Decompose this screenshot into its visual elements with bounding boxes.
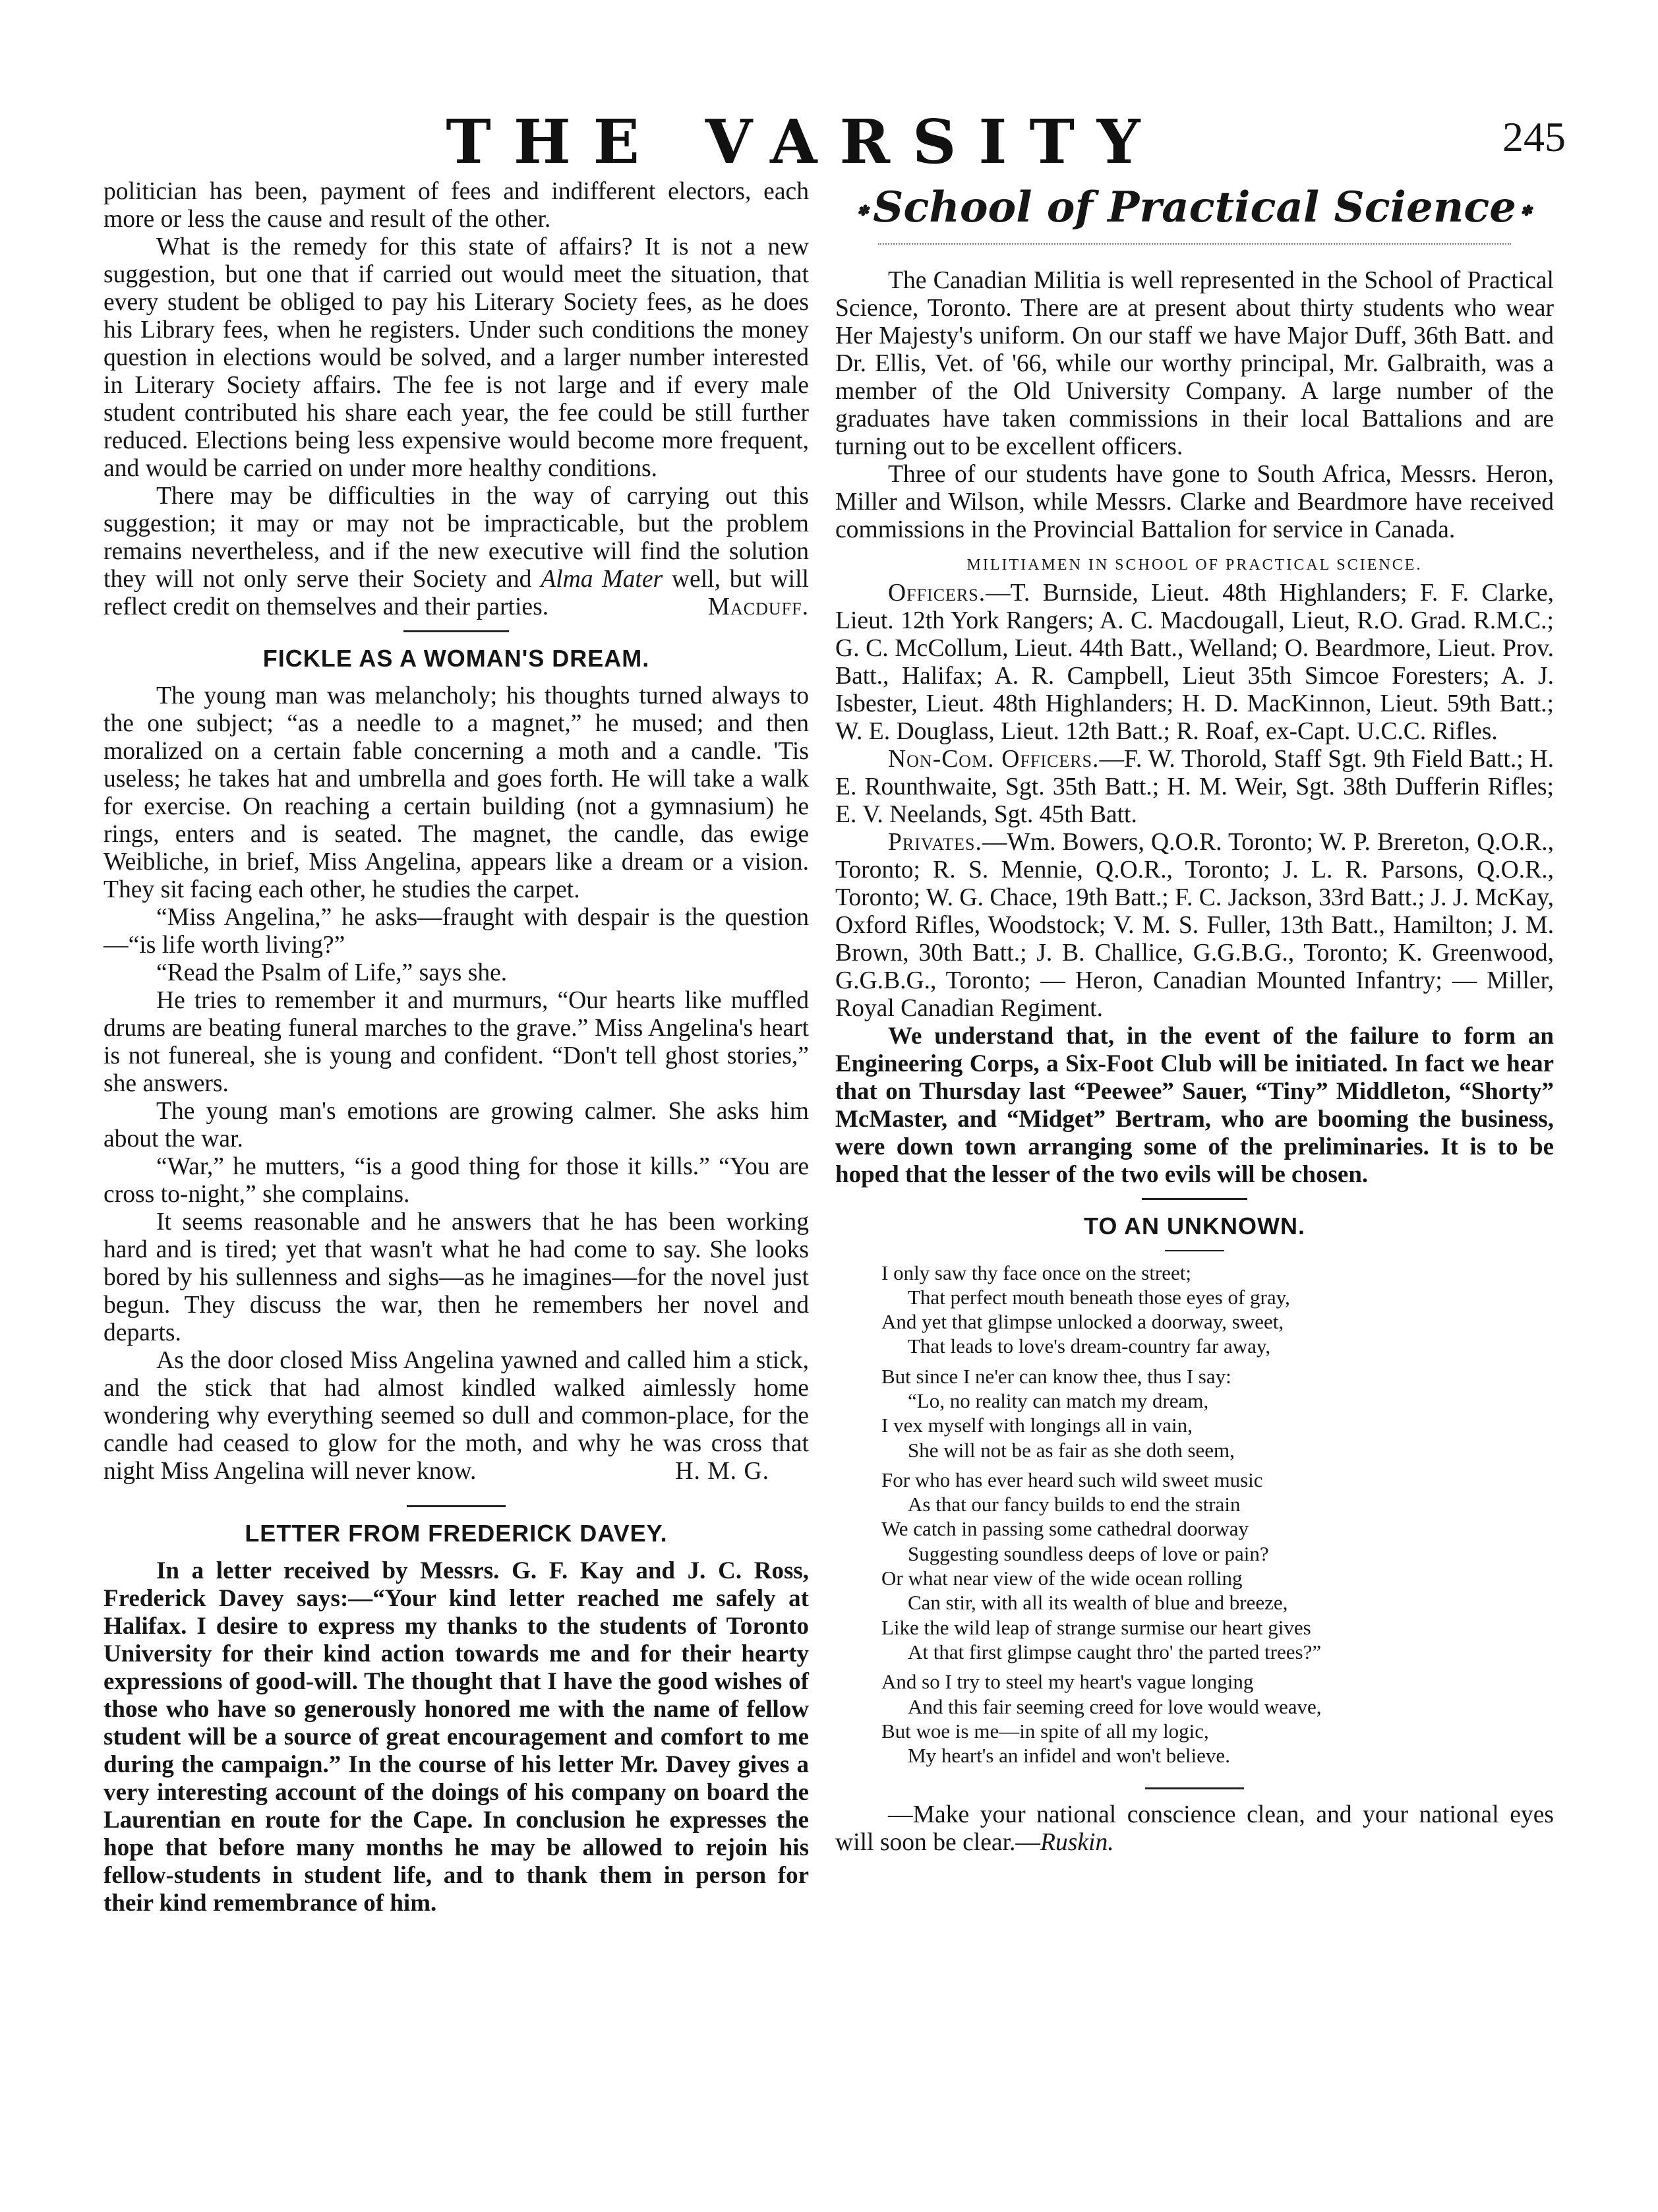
davey-article xyxy=(104,1557,809,1917)
six-foot-club-article xyxy=(835,1023,1554,1189)
section-divider xyxy=(1142,1198,1247,1200)
poem-line: As that our fancy builds to end the strain xyxy=(908,1493,1241,1516)
poem-title-rule xyxy=(1165,1250,1224,1251)
poem-line: That leads to love's dream-country far away, xyxy=(908,1334,1271,1358)
poem-line: My heart's an infidel and won't believe. xyxy=(908,1744,1230,1768)
left-column xyxy=(104,178,809,1917)
poem-line: That perfect mouth beneath those eyes of gray, xyxy=(908,1285,1290,1309)
fickle-paragraph: “Read the Psalm of Life,” says she. xyxy=(156,959,508,986)
section-divider xyxy=(1145,1787,1244,1789)
alma-mater-text: Alma Mater xyxy=(541,566,663,593)
fickle-paragraph: He tries to remember it and murmurs, “Our hearts like muffled drums are beating funeral marches to the grave.” Miss Angelina's heart is not funereal, she is young and confident. “Don't tell ghost stories,” she answers. xyxy=(104,987,809,1097)
poem-line: At that first glimpse caught thro' the parted trees?” xyxy=(908,1640,1322,1663)
quote-author: Ruskin. xyxy=(1040,1829,1114,1857)
remedy-paragraph: What is the remedy for this state of affairs? It is not a new suggestion, but one that if carried out would meet the situation, that every student be obliged to pay his Literary Society fees, as he does his Library fees, when he registers. Under such conditions the money question in elections would be solved, and a larger number interested in Literary Society affairs. The fee is not large and if every male student contributed his share each year, the fee could be still further reduced. Elections being less expensive would become more frequent, and would be carried on under more healthy conditions. xyxy=(104,233,809,482)
davey-paragraph: In a letter received by Messrs. G. F. Kay and J. C. Ross, Frederick Davey says:—“Your kind letter reached me safely at Halifax. I desire to express my thanks to the students of Toronto University for their kind action towards me and for their hearty expressions of good-will. The thought that I have the good wishes of those who have so generously honored me with the name of fellow student will be a source of great encouragement and comfort to me during the campaign.” In the course of his letter Mr. Davey gives a very interesting account of the doings of his company on board the Laurentian en route for the Cape. In conclusion he expresses the hope that before many months he may be allowed to rejoin his fellow-students in student life, and to thank them in person for their kind remembrance of him. xyxy=(104,1557,809,1917)
officers-text: —T. Burnside, Lieut. 48th Highlanders; F. F. Clarke, Lieut. 12th York Rangers; A. C. Macdougall, Lieut, R.O. Grad. R.M.C.; G. C. McCollum, Lieut. 44th Batt., Welland; O. Beardmore, Lieut. Prov. Batt., Halifax; A. R. Campbell, Lieut 35th Simcoe Foresters; A. J. Isbester, Lieut. 48th Highlanders; H. D. MacKinnon, Lieut. 59th Batt.; W. E. Douglass, Lieut. 12th Batt.; R. Roaf, ex-Capt. U.C.C. Rifles. xyxy=(835,579,1554,745)
fickle-heading: FICKLE AS A WOMAN'S DREAM. xyxy=(262,645,650,672)
noncom-text: —F. W. Thorold, Staff Sgt. 9th Field Batt.; H. E. Rounthwaite, Sgt. 35th Batt.; H. M. Weir, Sgt. 38th Dufferin Rifles; E. V. Neelands, Sgt. 45th Batt. xyxy=(835,745,1554,828)
sps-paragraph: Three of our students have gone to South Africa, Messrs. Heron, Miller and Wilson, while Messrs. Clarke and Beardmore have received commissions in the Provincial Battalion for service in Canada. xyxy=(835,460,1554,543)
ornament-icon: ✽ xyxy=(856,202,870,220)
difficulties-text-a: There may be difficulties in the way of carrying out this suggestion; it may or may not be impracticable, but the problem remains nevertheless, and if the new executive will find the solution they will not only serve their Society and xyxy=(104,483,809,593)
poem-line: Like the wild leap of strange surmise our heart gives xyxy=(881,1615,1311,1639)
privates-text: —Wm. Bowers, Q.O.R. Toronto; W. P. Brereton, Q.O.R., Toronto; R. S. Mennie, Q.O.R., Toronto; J. L. R. Parsons, Q.O.R., Toronto; W. G. Chace, 19th Batt.; F. C. Jackson, 33rd Batt.; J. J. McKay, Oxford Rifles, Woodstock; V. M. S. Fuller, 13th Batt., Hamilton; J. M. Brown, 30th Batt.; J. B. Challice, G.G.B.G., Toronto; K. Greenwood, G.G.B.G., Toronto; — Heron, Canadian Mounted Infantry; — Miller, Royal Canadian Regiment. xyxy=(835,828,1554,1022)
poem-line: I vex myself with longings all in vain, xyxy=(881,1414,1193,1437)
poem xyxy=(881,1261,1554,1768)
fickle-signature: H. M. G. xyxy=(675,1458,769,1485)
fickle-last-paragraph xyxy=(104,1347,809,1485)
poem-line: We catch in passing some cathedral doorway xyxy=(881,1517,1249,1541)
section-divider xyxy=(407,1505,506,1507)
continued-paragraph: politician has been, payment of fees and indifferent electors, each more or less the cause and result of the other. xyxy=(104,178,809,233)
masthead: THE VARSITY xyxy=(446,106,1163,177)
poem-line: Suggesting soundless deeps of love or pain? xyxy=(908,1541,1269,1565)
page-number: 245 xyxy=(1502,113,1566,160)
right-column xyxy=(835,178,1554,1857)
davey-heading: LETTER FROM FREDERICK DAVEY. xyxy=(245,1520,668,1547)
poem-line: But woe is me—in spite of all my logic, xyxy=(881,1719,1209,1743)
ornament-icon: ✽ xyxy=(1520,202,1533,220)
poem-line: And so I try to steel my heart's vague longing xyxy=(881,1670,1254,1694)
officers-paragraph xyxy=(835,580,1554,746)
article-signature: Macduff. xyxy=(707,593,809,620)
militiamen-subheading: MILITIAMEN IN SCHOOL OF PRACTICAL SCIENCE. xyxy=(966,556,1423,574)
poem-line: Or what near view of the wide ocean rolling xyxy=(881,1567,1243,1590)
quote-text: —Make your national conscience clean, and your national eyes will soon be clear.— xyxy=(835,1801,1554,1857)
fickle-paragraph: “Miss Angelina,” he asks—fraught with despair is the question—“is life worth living?” xyxy=(104,904,809,959)
poem-line: “Lo, no reality can match my dream, xyxy=(908,1389,1209,1412)
stanza-gap xyxy=(881,1462,1554,1468)
stanza-gap xyxy=(881,1664,1554,1669)
poem-line: I only saw thy face once on the street; xyxy=(881,1261,1191,1284)
noncom-label: Non-Com. Officers. xyxy=(888,745,1100,773)
privates-paragraph xyxy=(835,829,1554,1023)
poem-heading: TO AN UNKNOWN. xyxy=(1084,1212,1305,1240)
ruskin-quote xyxy=(835,1801,1554,1857)
noncom-paragraph xyxy=(835,746,1554,829)
six-foot-club-paragraph: We understand that, in the event of the failure to form an Engineering Corps, a Six-Foot Club will be initiated. In fact we hear that on Thursday last “Peewee” Sauer, “Tiny” Middleton, “Shorty” McMaster, and “Midget” Bertram, who are booming the business, were down town arranging some of the preliminaries. It is to be hoped that the lesser of the two evils will be chosen. xyxy=(835,1022,1554,1188)
fickle-paragraph: It seems reasonable and he answers that he has been working hard and is tired; yet that wasn't what he had come to say. She looks bored by his sullenness and sighs—as he imagines—for the novel just begun. They discuss the war, then he remembers her novel and departs. xyxy=(104,1209,809,1346)
poem-line: She will not be as fair as she doth seem, xyxy=(908,1438,1235,1462)
fickle-paragraph: The young man's emotions are growing calmer. She asks him about the war. xyxy=(104,1098,809,1152)
sps-title: School of Practical Science xyxy=(873,183,1516,232)
section-divider xyxy=(403,630,509,632)
poem-line: And yet that glimpse unlocked a doorway, sweet, xyxy=(881,1310,1284,1334)
sps-paragraph: The Canadian Militia is well represented in the School of Practical Science, Toronto. There are at present about thirty students who wear Her Majesty's uniform. On our staff we have Major Duff, 36th Batt. and Dr. Ellis, Vet. of '66, while our worthy principal, Mr. Galbraith, was a member of the Old University Company. A large number of the graduates have taken commissions in their local Battalions and are turning out to be excellent officers. xyxy=(835,266,1554,460)
difficulties-text-b: well, but will reflect credit on themselves and their parties. xyxy=(104,566,809,620)
stanza-gap xyxy=(881,1359,1554,1364)
fickle-paragraph: “War,” he mutters, “is a good thing for those it kills.” “You are cross to-night,” she complains. xyxy=(104,1153,809,1208)
sps-heading xyxy=(835,178,1554,241)
poem-line: Can stir, with all its wealth of blue and breeze, xyxy=(908,1591,1288,1615)
difficulties-paragraph xyxy=(104,483,809,621)
heading-rule xyxy=(878,243,1511,245)
poem-line: For who has ever heard such wild sweet music xyxy=(881,1468,1263,1491)
poem-line: And this fair seeming creed for love would weave, xyxy=(908,1694,1322,1718)
privates-label: Privates. xyxy=(888,828,982,856)
fickle-last-text: As the door closed Miss Angelina yawned and called him a stick, and the stick that had almost kindled walked aimlessly home wondering why everything seemed so dull and common-place, for the candle had ceased to glow for the moth, and why he was cross that night Miss Angelina will never know. xyxy=(104,1347,809,1485)
fickle-paragraph: The young man was melancholy; his thoughts turned always to the one subject; “as a needle to a magnet,” he mused; and then moralized on a certain fable concerning a moth and a candle. 'Tis useless; he takes hat and umbrella and goes forth. He will take a walk for exercise. On reaching a certain building (not a gymnasium) he rings, enters and is seated. The magnet, the candle, das ewige Weibliche, in brief, Miss Angelina, appears like a dream or a vision. They sit facing each other, he studies the carpet. xyxy=(104,682,809,903)
poem-line: But since I ne'er can know thee, thus I say: xyxy=(881,1364,1231,1388)
officers-label: Officers. xyxy=(888,579,986,607)
